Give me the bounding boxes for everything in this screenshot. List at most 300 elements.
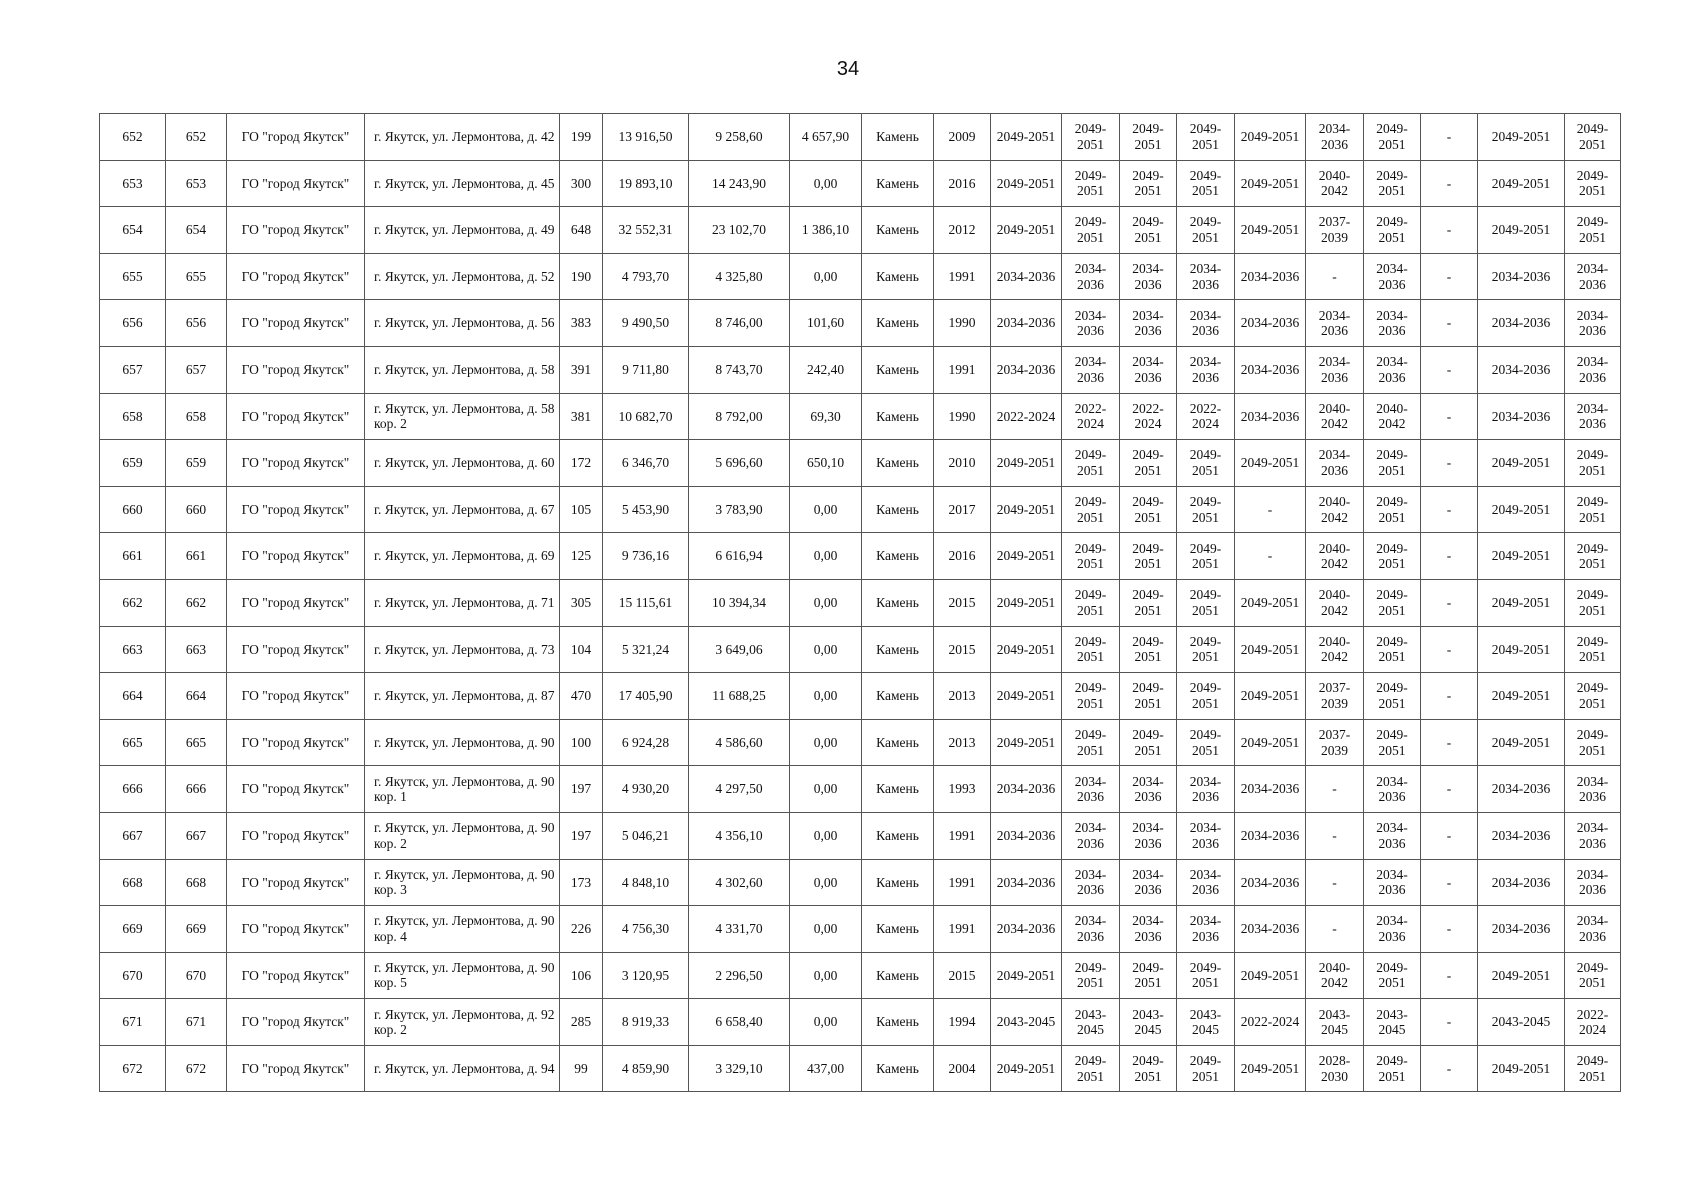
municipality-cell: ГО "город Якутск" — [227, 440, 365, 487]
period-cell-2: 2049-2051 — [1062, 673, 1120, 720]
wall-material-cell: Камень — [862, 579, 934, 626]
period-cell-5: 2049-2051 — [1235, 114, 1306, 161]
period-cell-1: 2049-2051 — [991, 579, 1062, 626]
table-row — [100, 393, 1621, 440]
nonresidential-area-cell: 242,40 — [790, 346, 862, 393]
address-cell: г. Якутск, ул. Лермонтова, д. 58 кор. 2 — [365, 393, 560, 440]
municipality-cell: ГО "город Якутск" — [227, 486, 365, 533]
residential-area-cell: 9 258,60 — [689, 114, 790, 161]
residents-count-cell: 125 — [560, 533, 603, 580]
period-cell-2: 2034-2036 — [1062, 346, 1120, 393]
period-cell-5: 2034-2036 — [1235, 859, 1306, 906]
commissioning-year-cell: 1990 — [934, 300, 991, 347]
registry-number-cell: 666 — [166, 766, 227, 813]
municipality-cell: ГО "город Якутск" — [227, 952, 365, 999]
table-row — [100, 253, 1621, 300]
commissioning-year-cell: 2013 — [934, 719, 991, 766]
period-cell-4: 2049-2051 — [1177, 207, 1235, 254]
address-cell: г. Якутск, ул. Лермонтова, д. 90 кор. 5 — [365, 952, 560, 999]
period-cell-5: 2049-2051 — [1235, 673, 1306, 720]
residential-area-cell: 23 102,70 — [689, 207, 790, 254]
period-cell-4: 2049-2051 — [1177, 673, 1235, 720]
registry-number-cell: 653 — [166, 160, 227, 207]
total-area-cell: 15 115,61 — [603, 579, 689, 626]
total-area-cell: 4 848,10 — [603, 859, 689, 906]
wall-material-cell: Камень — [862, 533, 934, 580]
row-number-cell: 654 — [100, 207, 166, 254]
address-cell: г. Якутск, ул. Лермонтова, д. 90 — [365, 719, 560, 766]
period-cell-9: 2043-2045 — [1478, 999, 1565, 1046]
address-cell: г. Якутск, ул. Лермонтова, д. 94 — [365, 1045, 560, 1092]
row-number-cell: 662 — [100, 579, 166, 626]
period-cell-4: 2049-2051 — [1177, 440, 1235, 487]
period-cell-4: 2049-2051 — [1177, 1045, 1235, 1092]
period-cell-5: 2049-2051 — [1235, 719, 1306, 766]
total-area-cell: 5 046,21 — [603, 812, 689, 859]
wall-material-cell: Камень — [862, 952, 934, 999]
period-cell-9: 2034-2036 — [1478, 859, 1565, 906]
nonresidential-area-cell: 1 386,10 — [790, 207, 862, 254]
address-cell: г. Якутск, ул. Лермонтова, д. 45 — [365, 160, 560, 207]
row-number-cell: 665 — [100, 719, 166, 766]
commissioning-year-cell: 1991 — [934, 253, 991, 300]
period-cell-10: 2022-2024 — [1565, 999, 1621, 1046]
period-cell-10: 2034-2036 — [1565, 346, 1621, 393]
table-row — [100, 766, 1621, 813]
period-cell-3: 2049-2051 — [1120, 579, 1177, 626]
period-cell-9: 2049-2051 — [1478, 533, 1565, 580]
wall-material-cell: Камень — [862, 766, 934, 813]
period-cell-10: 2034-2036 — [1565, 393, 1621, 440]
registry-number-cell: 656 — [166, 300, 227, 347]
period-cell-3: 2049-2051 — [1120, 114, 1177, 161]
residential-area-cell: 10 394,34 — [689, 579, 790, 626]
commissioning-year-cell: 2012 — [934, 207, 991, 254]
residents-count-cell: 300 — [560, 160, 603, 207]
period-cell-6: 2040-2042 — [1306, 160, 1364, 207]
table-row — [100, 952, 1621, 999]
row-number-cell: 655 — [100, 253, 166, 300]
period-cell-9: 2034-2036 — [1478, 346, 1565, 393]
period-cell-3: 2049-2051 — [1120, 440, 1177, 487]
period-cell-8: - — [1421, 952, 1478, 999]
period-cell-1: 2049-2051 — [991, 440, 1062, 487]
nonresidential-area-cell: 0,00 — [790, 766, 862, 813]
table-row — [100, 533, 1621, 580]
residents-count-cell: 190 — [560, 253, 603, 300]
nonresidential-area-cell: 0,00 — [790, 859, 862, 906]
address-cell: г. Якутск, ул. Лермонтова, д. 58 — [365, 346, 560, 393]
table-row — [100, 160, 1621, 207]
nonresidential-area-cell: 0,00 — [790, 486, 862, 533]
municipality-cell: ГО "город Якутск" — [227, 160, 365, 207]
total-area-cell: 8 919,33 — [603, 999, 689, 1046]
period-cell-1: 2049-2051 — [991, 952, 1062, 999]
municipality-cell: ГО "город Якутск" — [227, 393, 365, 440]
period-cell-8: - — [1421, 719, 1478, 766]
period-cell-2: 2049-2051 — [1062, 207, 1120, 254]
period-cell-5: 2049-2051 — [1235, 626, 1306, 673]
wall-material-cell: Камень — [862, 1045, 934, 1092]
residents-count-cell: 383 — [560, 300, 603, 347]
table-row — [100, 346, 1621, 393]
period-cell-2: 2049-2051 — [1062, 952, 1120, 999]
commissioning-year-cell: 2010 — [934, 440, 991, 487]
registry-number-cell: 661 — [166, 533, 227, 580]
period-cell-7: 2049-2051 — [1364, 114, 1421, 161]
period-cell-4: 2043-2045 — [1177, 999, 1235, 1046]
residential-area-cell: 6 658,40 — [689, 999, 790, 1046]
registry-number-cell: 662 — [166, 579, 227, 626]
municipality-cell: ГО "город Якутск" — [227, 766, 365, 813]
registry-number-cell: 668 — [166, 859, 227, 906]
commissioning-year-cell: 2015 — [934, 579, 991, 626]
address-cell: г. Якутск, ул. Лермонтова, д. 49 — [365, 207, 560, 254]
period-cell-6: 2043-2045 — [1306, 999, 1364, 1046]
period-cell-10: 2034-2036 — [1565, 812, 1621, 859]
wall-material-cell: Камень — [862, 393, 934, 440]
registry-number-cell: 669 — [166, 906, 227, 953]
total-area-cell: 17 405,90 — [603, 673, 689, 720]
total-area-cell: 5 453,90 — [603, 486, 689, 533]
row-number-cell: 672 — [100, 1045, 166, 1092]
row-number-cell: 670 — [100, 952, 166, 999]
period-cell-7: 2049-2051 — [1364, 719, 1421, 766]
wall-material-cell: Камень — [862, 859, 934, 906]
address-cell: г. Якутск, ул. Лермонтова, д. 67 — [365, 486, 560, 533]
nonresidential-area-cell: 69,30 — [790, 393, 862, 440]
period-cell-5: 2049-2051 — [1235, 440, 1306, 487]
municipality-cell: ГО "город Якутск" — [227, 114, 365, 161]
period-cell-2: 2049-2051 — [1062, 579, 1120, 626]
period-cell-6: 2037-2039 — [1306, 719, 1364, 766]
row-number-cell: 660 — [100, 486, 166, 533]
period-cell-1: 2034-2036 — [991, 346, 1062, 393]
period-cell-2: 2034-2036 — [1062, 859, 1120, 906]
period-cell-5: 2049-2051 — [1235, 1045, 1306, 1092]
address-cell: г. Якутск, ул. Лермонтова, д. 90 кор. 1 — [365, 766, 560, 813]
period-cell-10: 2049-2051 — [1565, 579, 1621, 626]
period-cell-5: 2034-2036 — [1235, 300, 1306, 347]
residential-area-cell: 4 586,60 — [689, 719, 790, 766]
period-cell-2: 2049-2051 — [1062, 440, 1120, 487]
residential-area-cell: 3 649,06 — [689, 626, 790, 673]
period-cell-7: 2040-2042 — [1364, 393, 1421, 440]
table-row — [100, 579, 1621, 626]
period-cell-6: 2037-2039 — [1306, 207, 1364, 254]
period-cell-4: 2034-2036 — [1177, 346, 1235, 393]
period-cell-4: 2049-2051 — [1177, 579, 1235, 626]
nonresidential-area-cell: 0,00 — [790, 533, 862, 580]
period-cell-8: - — [1421, 346, 1478, 393]
row-number-cell: 659 — [100, 440, 166, 487]
registry-number-cell: 664 — [166, 673, 227, 720]
row-number-cell: 657 — [100, 346, 166, 393]
registry-number-cell: 652 — [166, 114, 227, 161]
total-area-cell: 3 120,95 — [603, 952, 689, 999]
total-area-cell: 13 916,50 — [603, 114, 689, 161]
period-cell-8: - — [1421, 533, 1478, 580]
commissioning-year-cell: 1990 — [934, 393, 991, 440]
table-row — [100, 859, 1621, 906]
period-cell-9: 2049-2051 — [1478, 486, 1565, 533]
period-cell-4: 2049-2051 — [1177, 486, 1235, 533]
period-cell-1: 2034-2036 — [991, 906, 1062, 953]
registry-number-cell: 663 — [166, 626, 227, 673]
period-cell-6: - — [1306, 766, 1364, 813]
period-cell-9: 2049-2051 — [1478, 626, 1565, 673]
period-cell-6: 2040-2042 — [1306, 533, 1364, 580]
period-cell-4: 2049-2051 — [1177, 160, 1235, 207]
period-cell-6: 2040-2042 — [1306, 626, 1364, 673]
total-area-cell: 5 321,24 — [603, 626, 689, 673]
residents-count-cell: 106 — [560, 952, 603, 999]
period-cell-2: 2034-2036 — [1062, 253, 1120, 300]
nonresidential-area-cell: 0,00 — [790, 906, 862, 953]
period-cell-10: 2034-2036 — [1565, 859, 1621, 906]
residents-count-cell: 197 — [560, 812, 603, 859]
period-cell-2: 2034-2036 — [1062, 300, 1120, 347]
period-cell-6: - — [1306, 812, 1364, 859]
period-cell-1: 2034-2036 — [991, 859, 1062, 906]
nonresidential-area-cell: 101,60 — [790, 300, 862, 347]
residents-count-cell: 173 — [560, 859, 603, 906]
address-cell: г. Якутск, ул. Лермонтова, д. 73 — [365, 626, 560, 673]
period-cell-5: 2034-2036 — [1235, 766, 1306, 813]
residential-area-cell: 2 296,50 — [689, 952, 790, 999]
wall-material-cell: Камень — [862, 906, 934, 953]
wall-material-cell: Камень — [862, 253, 934, 300]
commissioning-year-cell: 2016 — [934, 533, 991, 580]
period-cell-4: 2034-2036 — [1177, 766, 1235, 813]
table-row — [100, 999, 1621, 1046]
total-area-cell: 4 930,20 — [603, 766, 689, 813]
residential-area-cell: 6 616,94 — [689, 533, 790, 580]
period-cell-5: 2049-2051 — [1235, 579, 1306, 626]
total-area-cell: 32 552,31 — [603, 207, 689, 254]
period-cell-5: 2034-2036 — [1235, 906, 1306, 953]
municipality-cell: ГО "город Якутск" — [227, 906, 365, 953]
address-cell: г. Якутск, ул. Лермонтова, д. 42 — [365, 114, 560, 161]
period-cell-10: 2049-2051 — [1565, 486, 1621, 533]
address-cell: г. Якутск, ул. Лермонтова, д. 90 кор. 4 — [365, 906, 560, 953]
nonresidential-area-cell: 650,10 — [790, 440, 862, 487]
period-cell-9: 2049-2051 — [1478, 579, 1565, 626]
period-cell-2: 2034-2036 — [1062, 812, 1120, 859]
period-cell-9: 2034-2036 — [1478, 300, 1565, 347]
residential-area-cell: 14 243,90 — [689, 160, 790, 207]
period-cell-7: 2034-2036 — [1364, 766, 1421, 813]
period-cell-10: 2049-2051 — [1565, 1045, 1621, 1092]
period-cell-9: 2049-2051 — [1478, 440, 1565, 487]
municipality-cell: ГО "город Якутск" — [227, 207, 365, 254]
period-cell-9: 2049-2051 — [1478, 673, 1565, 720]
period-cell-1: 2049-2051 — [991, 719, 1062, 766]
residential-area-cell: 4 331,70 — [689, 906, 790, 953]
commissioning-year-cell: 2016 — [934, 160, 991, 207]
registry-number-cell: 658 — [166, 393, 227, 440]
residents-count-cell: 172 — [560, 440, 603, 487]
period-cell-6: - — [1306, 859, 1364, 906]
period-cell-1: 2034-2036 — [991, 253, 1062, 300]
period-cell-8: - — [1421, 114, 1478, 161]
period-cell-7: 2034-2036 — [1364, 859, 1421, 906]
registry-number-cell: 660 — [166, 486, 227, 533]
period-cell-5: 2034-2036 — [1235, 812, 1306, 859]
period-cell-6: 2034-2036 — [1306, 346, 1364, 393]
period-cell-4: 2034-2036 — [1177, 812, 1235, 859]
table-row — [100, 673, 1621, 720]
period-cell-10: 2049-2051 — [1565, 533, 1621, 580]
row-number-cell: 664 — [100, 673, 166, 720]
residential-area-cell: 4 302,60 — [689, 859, 790, 906]
residents-count-cell: 105 — [560, 486, 603, 533]
nonresidential-area-cell: 4 657,90 — [790, 114, 862, 161]
period-cell-8: - — [1421, 673, 1478, 720]
period-cell-10: 2034-2036 — [1565, 253, 1621, 300]
period-cell-1: 2049-2051 — [991, 486, 1062, 533]
wall-material-cell: Камень — [862, 440, 934, 487]
page-number: 34 — [836, 58, 860, 80]
period-cell-3: 2049-2051 — [1120, 673, 1177, 720]
table-row — [100, 906, 1621, 953]
wall-material-cell: Камень — [862, 486, 934, 533]
period-cell-5: 2022-2024 — [1235, 999, 1306, 1046]
total-area-cell: 6 346,70 — [603, 440, 689, 487]
table-row — [100, 719, 1621, 766]
nonresidential-area-cell: 0,00 — [790, 999, 862, 1046]
period-cell-7: 2034-2036 — [1364, 300, 1421, 347]
period-cell-1: 2043-2045 — [991, 999, 1062, 1046]
period-cell-6: 2034-2036 — [1306, 300, 1364, 347]
period-cell-1: 2049-2051 — [991, 160, 1062, 207]
period-cell-3: 2034-2036 — [1120, 346, 1177, 393]
period-cell-4: 2049-2051 — [1177, 533, 1235, 580]
period-cell-2: 2049-2051 — [1062, 626, 1120, 673]
nonresidential-area-cell: 0,00 — [790, 253, 862, 300]
period-cell-6: 2040-2042 — [1306, 952, 1364, 999]
period-cell-8: - — [1421, 1045, 1478, 1092]
residential-area-cell: 3 783,90 — [689, 486, 790, 533]
table-row — [100, 626, 1621, 673]
period-cell-6: 2040-2042 — [1306, 579, 1364, 626]
nonresidential-area-cell: 0,00 — [790, 952, 862, 999]
municipality-cell: ГО "город Якутск" — [227, 300, 365, 347]
period-cell-8: - — [1421, 253, 1478, 300]
municipality-cell: ГО "город Якутск" — [227, 533, 365, 580]
wall-material-cell: Камень — [862, 346, 934, 393]
period-cell-1: 2049-2051 — [991, 114, 1062, 161]
residential-area-cell: 8 743,70 — [689, 346, 790, 393]
registry-number-cell: 659 — [166, 440, 227, 487]
period-cell-1: 2034-2036 — [991, 300, 1062, 347]
residents-count-cell: 470 — [560, 673, 603, 720]
period-cell-2: 2043-2045 — [1062, 999, 1120, 1046]
table-row — [100, 486, 1621, 533]
period-cell-3: 2022-2024 — [1120, 393, 1177, 440]
period-cell-3: 2034-2036 — [1120, 859, 1177, 906]
period-cell-7: 2049-2051 — [1364, 626, 1421, 673]
commissioning-year-cell: 2004 — [934, 1045, 991, 1092]
period-cell-10: 2049-2051 — [1565, 160, 1621, 207]
period-cell-7: 2049-2051 — [1364, 579, 1421, 626]
residential-area-cell: 8 792,00 — [689, 393, 790, 440]
residents-count-cell: 197 — [560, 766, 603, 813]
total-area-cell: 6 924,28 — [603, 719, 689, 766]
period-cell-3: 2034-2036 — [1120, 253, 1177, 300]
municipality-cell: ГО "город Якутск" — [227, 673, 365, 720]
period-cell-4: 2049-2051 — [1177, 952, 1235, 999]
address-cell: г. Якутск, ул. Лермонтова, д. 69 — [365, 533, 560, 580]
period-cell-10: 2034-2036 — [1565, 300, 1621, 347]
wall-material-cell: Камень — [862, 719, 934, 766]
period-cell-7: 2034-2036 — [1364, 906, 1421, 953]
period-cell-4: 2034-2036 — [1177, 906, 1235, 953]
period-cell-3: 2049-2051 — [1120, 952, 1177, 999]
table-row — [100, 440, 1621, 487]
period-cell-2: 2049-2051 — [1062, 533, 1120, 580]
row-number-cell: 658 — [100, 393, 166, 440]
period-cell-8: - — [1421, 207, 1478, 254]
residential-area-cell: 4 356,10 — [689, 812, 790, 859]
period-cell-3: 2034-2036 — [1120, 906, 1177, 953]
period-cell-10: 2034-2036 — [1565, 766, 1621, 813]
period-cell-3: 2049-2051 — [1120, 486, 1177, 533]
wall-material-cell: Камень — [862, 160, 934, 207]
period-cell-4: 2022-2024 — [1177, 393, 1235, 440]
period-cell-7: 2034-2036 — [1364, 253, 1421, 300]
row-number-cell: 661 — [100, 533, 166, 580]
address-cell: г. Якутск, ул. Лермонтова, д. 92 кор. 2 — [365, 999, 560, 1046]
residents-count-cell: 391 — [560, 346, 603, 393]
address-cell: г. Якутск, ул. Лермонтова, д. 87 — [365, 673, 560, 720]
period-cell-3: 2043-2045 — [1120, 999, 1177, 1046]
period-cell-7: 2049-2051 — [1364, 160, 1421, 207]
registry-number-cell: 672 — [166, 1045, 227, 1092]
period-cell-6: 2040-2042 — [1306, 393, 1364, 440]
period-cell-9: 2049-2051 — [1478, 952, 1565, 999]
period-cell-10: 2049-2051 — [1565, 207, 1621, 254]
period-cell-2: 2034-2036 — [1062, 906, 1120, 953]
wall-material-cell: Камень — [862, 812, 934, 859]
period-cell-8: - — [1421, 812, 1478, 859]
table-body — [100, 114, 1621, 1092]
wall-material-cell: Камень — [862, 673, 934, 720]
period-cell-4: 2034-2036 — [1177, 300, 1235, 347]
period-cell-6: 2034-2036 — [1306, 114, 1364, 161]
period-cell-4: 2034-2036 — [1177, 859, 1235, 906]
period-cell-4: 2049-2051 — [1177, 626, 1235, 673]
residential-area-cell: 4 325,80 — [689, 253, 790, 300]
residents-count-cell: 99 — [560, 1045, 603, 1092]
period-cell-3: 2049-2051 — [1120, 626, 1177, 673]
nonresidential-area-cell: 437,00 — [790, 1045, 862, 1092]
total-area-cell: 9 736,16 — [603, 533, 689, 580]
municipality-cell: ГО "город Якутск" — [227, 999, 365, 1046]
period-cell-8: - — [1421, 160, 1478, 207]
table-row — [100, 207, 1621, 254]
commissioning-year-cell: 2017 — [934, 486, 991, 533]
commissioning-year-cell: 1994 — [934, 999, 991, 1046]
period-cell-7: 2034-2036 — [1364, 346, 1421, 393]
address-cell: г. Якутск, ул. Лермонтова, д. 71 — [365, 579, 560, 626]
period-cell-8: - — [1421, 906, 1478, 953]
period-cell-1: 2034-2036 — [991, 766, 1062, 813]
registry-number-cell: 655 — [166, 253, 227, 300]
row-number-cell: 653 — [100, 160, 166, 207]
residential-area-cell: 3 329,10 — [689, 1045, 790, 1092]
residential-area-cell: 5 696,60 — [689, 440, 790, 487]
